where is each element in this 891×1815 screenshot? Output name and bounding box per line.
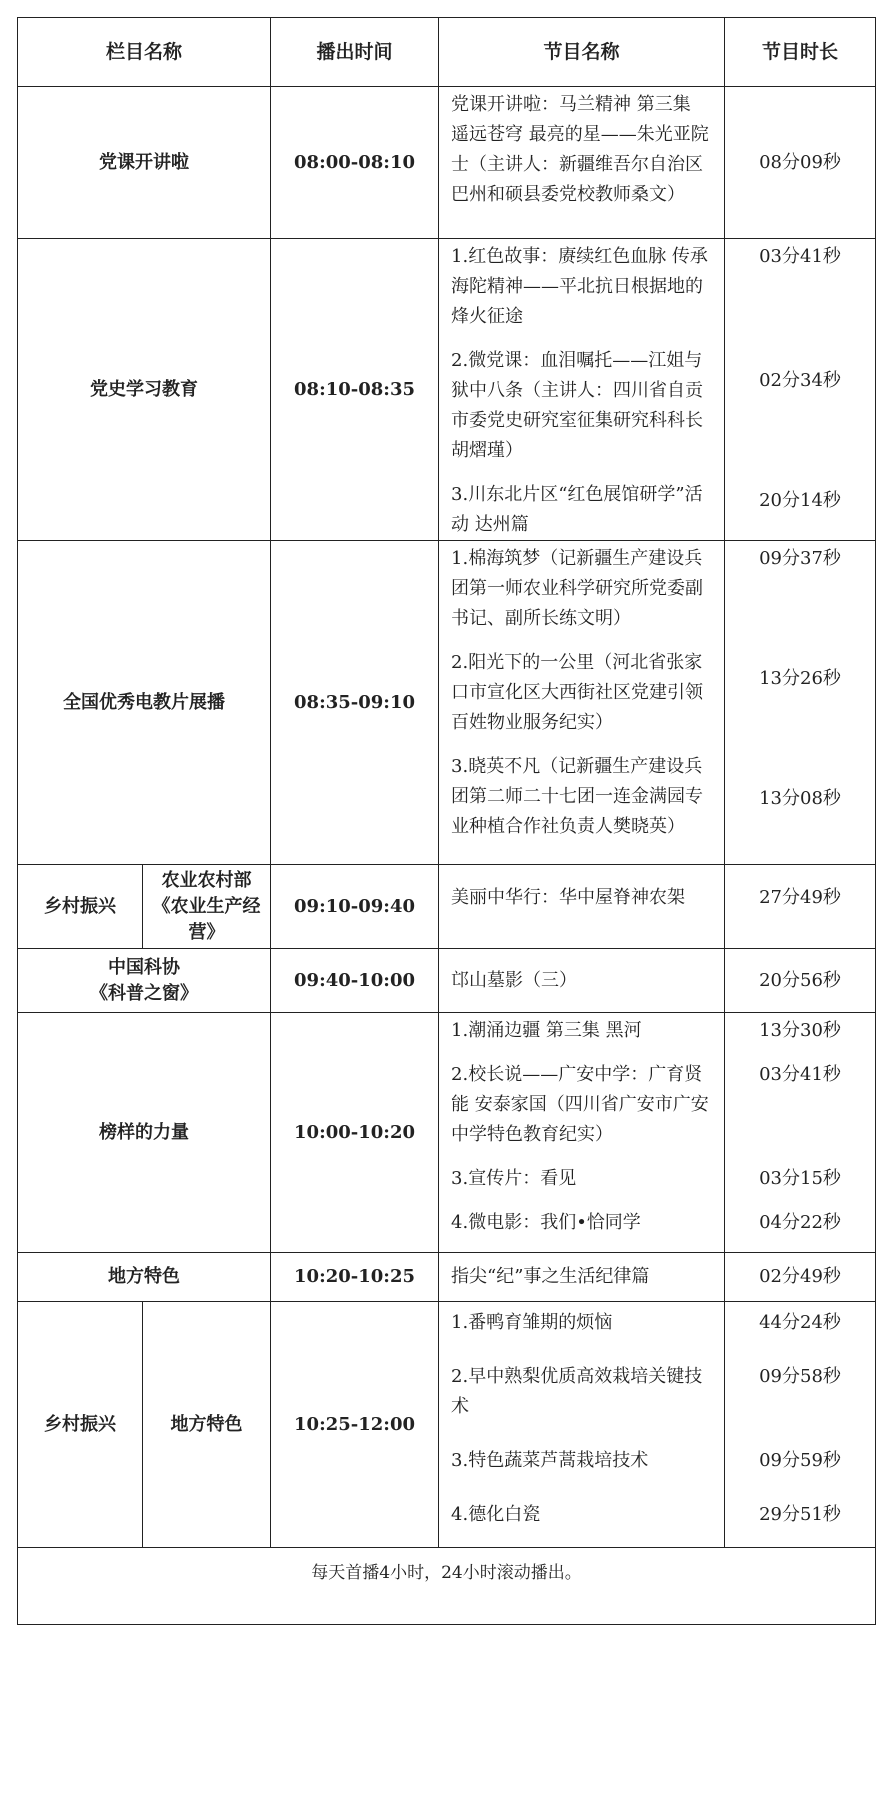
duration-item: 09分59秒 [759,1450,841,1471]
duration-item: 02分49秒 [759,1266,841,1287]
air-time-cell: 08:00-08:10 [271,87,439,239]
column-name-cell: 全国优秀电教片展播 [18,541,271,865]
program-item: 党课开讲啦：马兰精神 第三集 遥远苍穹 最亮的星——朱光亚院士（主讲人：新疆维吾尔自治区巴州和硕县委党校教师桑文） [451,94,709,205]
duration-item: 27分49秒 [759,887,841,908]
air-time-cell: 08:10-08:35 [271,239,439,541]
sub-column-line: 《农业生产经营》 [152,895,261,943]
duration-item: 03分41秒 [759,246,841,267]
table-row [18,949,876,1013]
air-time-cell: 10:20-10:25 [271,1253,439,1302]
program-item: 美丽中华行：华中屋脊神农架 [451,887,686,908]
program-item: 2.校长说——广安中学：广育贤能 安泰家国（四川省广安市广安中学特色教育纪实） [451,1064,709,1145]
duration-cell [725,1013,876,1253]
table-row [18,1302,876,1548]
duration-cell [725,1302,876,1548]
program-item: 邙山墓影（三） [451,969,578,991]
program-cell [439,1013,725,1253]
air-time-cell: 09:10-09:40 [271,865,439,949]
program-item: 指尖“纪”事之生活纪律篇 [451,1266,650,1287]
table-row [18,1253,876,1302]
duration-item: 44分24秒 [759,1312,841,1333]
table-row [18,87,876,239]
duration-cell [725,239,876,541]
column-name-cell: 地方特色 [18,1253,271,1302]
table-row [18,1013,876,1253]
sub-column-cell: 地方特色 [143,1302,271,1548]
header-duration: 节目时长 [725,18,876,87]
air-time-cell: 08:35-09:10 [271,541,439,865]
program-item: 1.棉海筑梦（记新疆生产建设兵团第一师农业科学研究所党委副书记、副所长练文明） [451,548,704,629]
sub-column-cell [143,865,271,949]
program-item: 3.川东北片区“红色展馆研学”活动 达州篇 [451,484,703,535]
program-item: 1.潮涌边疆 第三集 黑河 [451,1020,642,1041]
sub-column-line: 农业农村部 [161,869,252,891]
program-item: 4.微电影：我们•恰同学 [451,1212,641,1233]
program-item: 1.红色故事：赓续红色血脉 传承海陀精神——平北抗日根据地的烽火征途 [451,246,708,327]
program-item: 4.德化白瓷 [451,1504,541,1525]
program-cell [439,87,725,239]
air-time-cell: 09:40-10:00 [271,949,439,1013]
table-footer-row [18,1548,876,1625]
column-name-cell: 党课开讲啦 [18,87,271,239]
duration-item: 20分56秒 [759,969,841,991]
duration-item: 03分41秒 [759,1064,841,1085]
duration-item: 13分26秒 [759,668,841,689]
duration-cell [725,87,876,239]
program-item: 3.特色蔬菜芦蒿栽培技术 [451,1450,649,1471]
program-item: 3.宣传片：看见 [451,1168,577,1189]
program-cell [439,239,725,541]
header-program-name: 节目名称 [439,18,725,87]
program-cell [439,1302,725,1548]
duration-item: 04分22秒 [759,1212,841,1233]
table-row [18,865,876,949]
duration-item: 13分08秒 [759,788,841,809]
column-name-cell: 榜样的力量 [18,1013,271,1253]
duration-item: 03分15秒 [759,1168,841,1189]
program-item: 2.早中熟梨优质高效栽培关键技术 [451,1366,703,1417]
duration-cell [725,541,876,865]
duration-item: 09分37秒 [759,548,841,569]
column-name-cell [18,949,271,1013]
table-row [18,239,876,541]
column-name-cell: 党史学习教育 [18,239,271,541]
column-name-cell: 乡村振兴 [18,865,143,949]
table-row [18,541,876,865]
program-cell [439,1253,725,1302]
duration-cell [725,949,876,1013]
program-item: 2.阳光下的一公里（河北省张家口市宣化区大西街社区党建引领百姓物业服务纪实） [451,652,704,733]
duration-item: 08分09秒 [759,151,841,173]
program-cell [439,949,725,1013]
duration-item: 20分14秒 [759,490,841,511]
header-air-time: 播出时间 [271,18,439,87]
column-name-cell: 乡村振兴 [18,1302,143,1548]
column-name-line: 《科普之窗》 [90,982,198,1004]
duration-item: 13分30秒 [759,1020,841,1041]
column-name-line: 中国科协 [108,956,180,978]
header-column-name: 栏目名称 [18,18,271,87]
program-cell [439,541,725,865]
broadcast-schedule-table [17,17,876,1625]
duration-item: 29分51秒 [759,1504,841,1525]
table-header-row [18,18,876,87]
air-time-cell: 10:25-12:00 [271,1302,439,1548]
program-item: 1.番鸭育雏期的烦恼 [451,1312,613,1333]
duration-cell [725,865,876,949]
duration-cell [725,1253,876,1302]
footer-note: 每天首播4小时，24小时滚动播出。 [18,1548,876,1625]
air-time-cell: 10:00-10:20 [271,1013,439,1253]
program-item: 2.微党课：血泪嘱托——江姐与狱中八条（主讲人：四川省自贡市委党史研究室征集研究科科长胡熠瑾） [451,350,704,461]
duration-item: 02分34秒 [759,370,841,391]
program-cell [439,865,725,949]
duration-item: 09分58秒 [759,1366,841,1387]
program-item: 3.晓英不凡（记新疆生产建设兵团第二师二十七团一连金满园专业种植合作社负责人樊晓英） [451,756,704,837]
